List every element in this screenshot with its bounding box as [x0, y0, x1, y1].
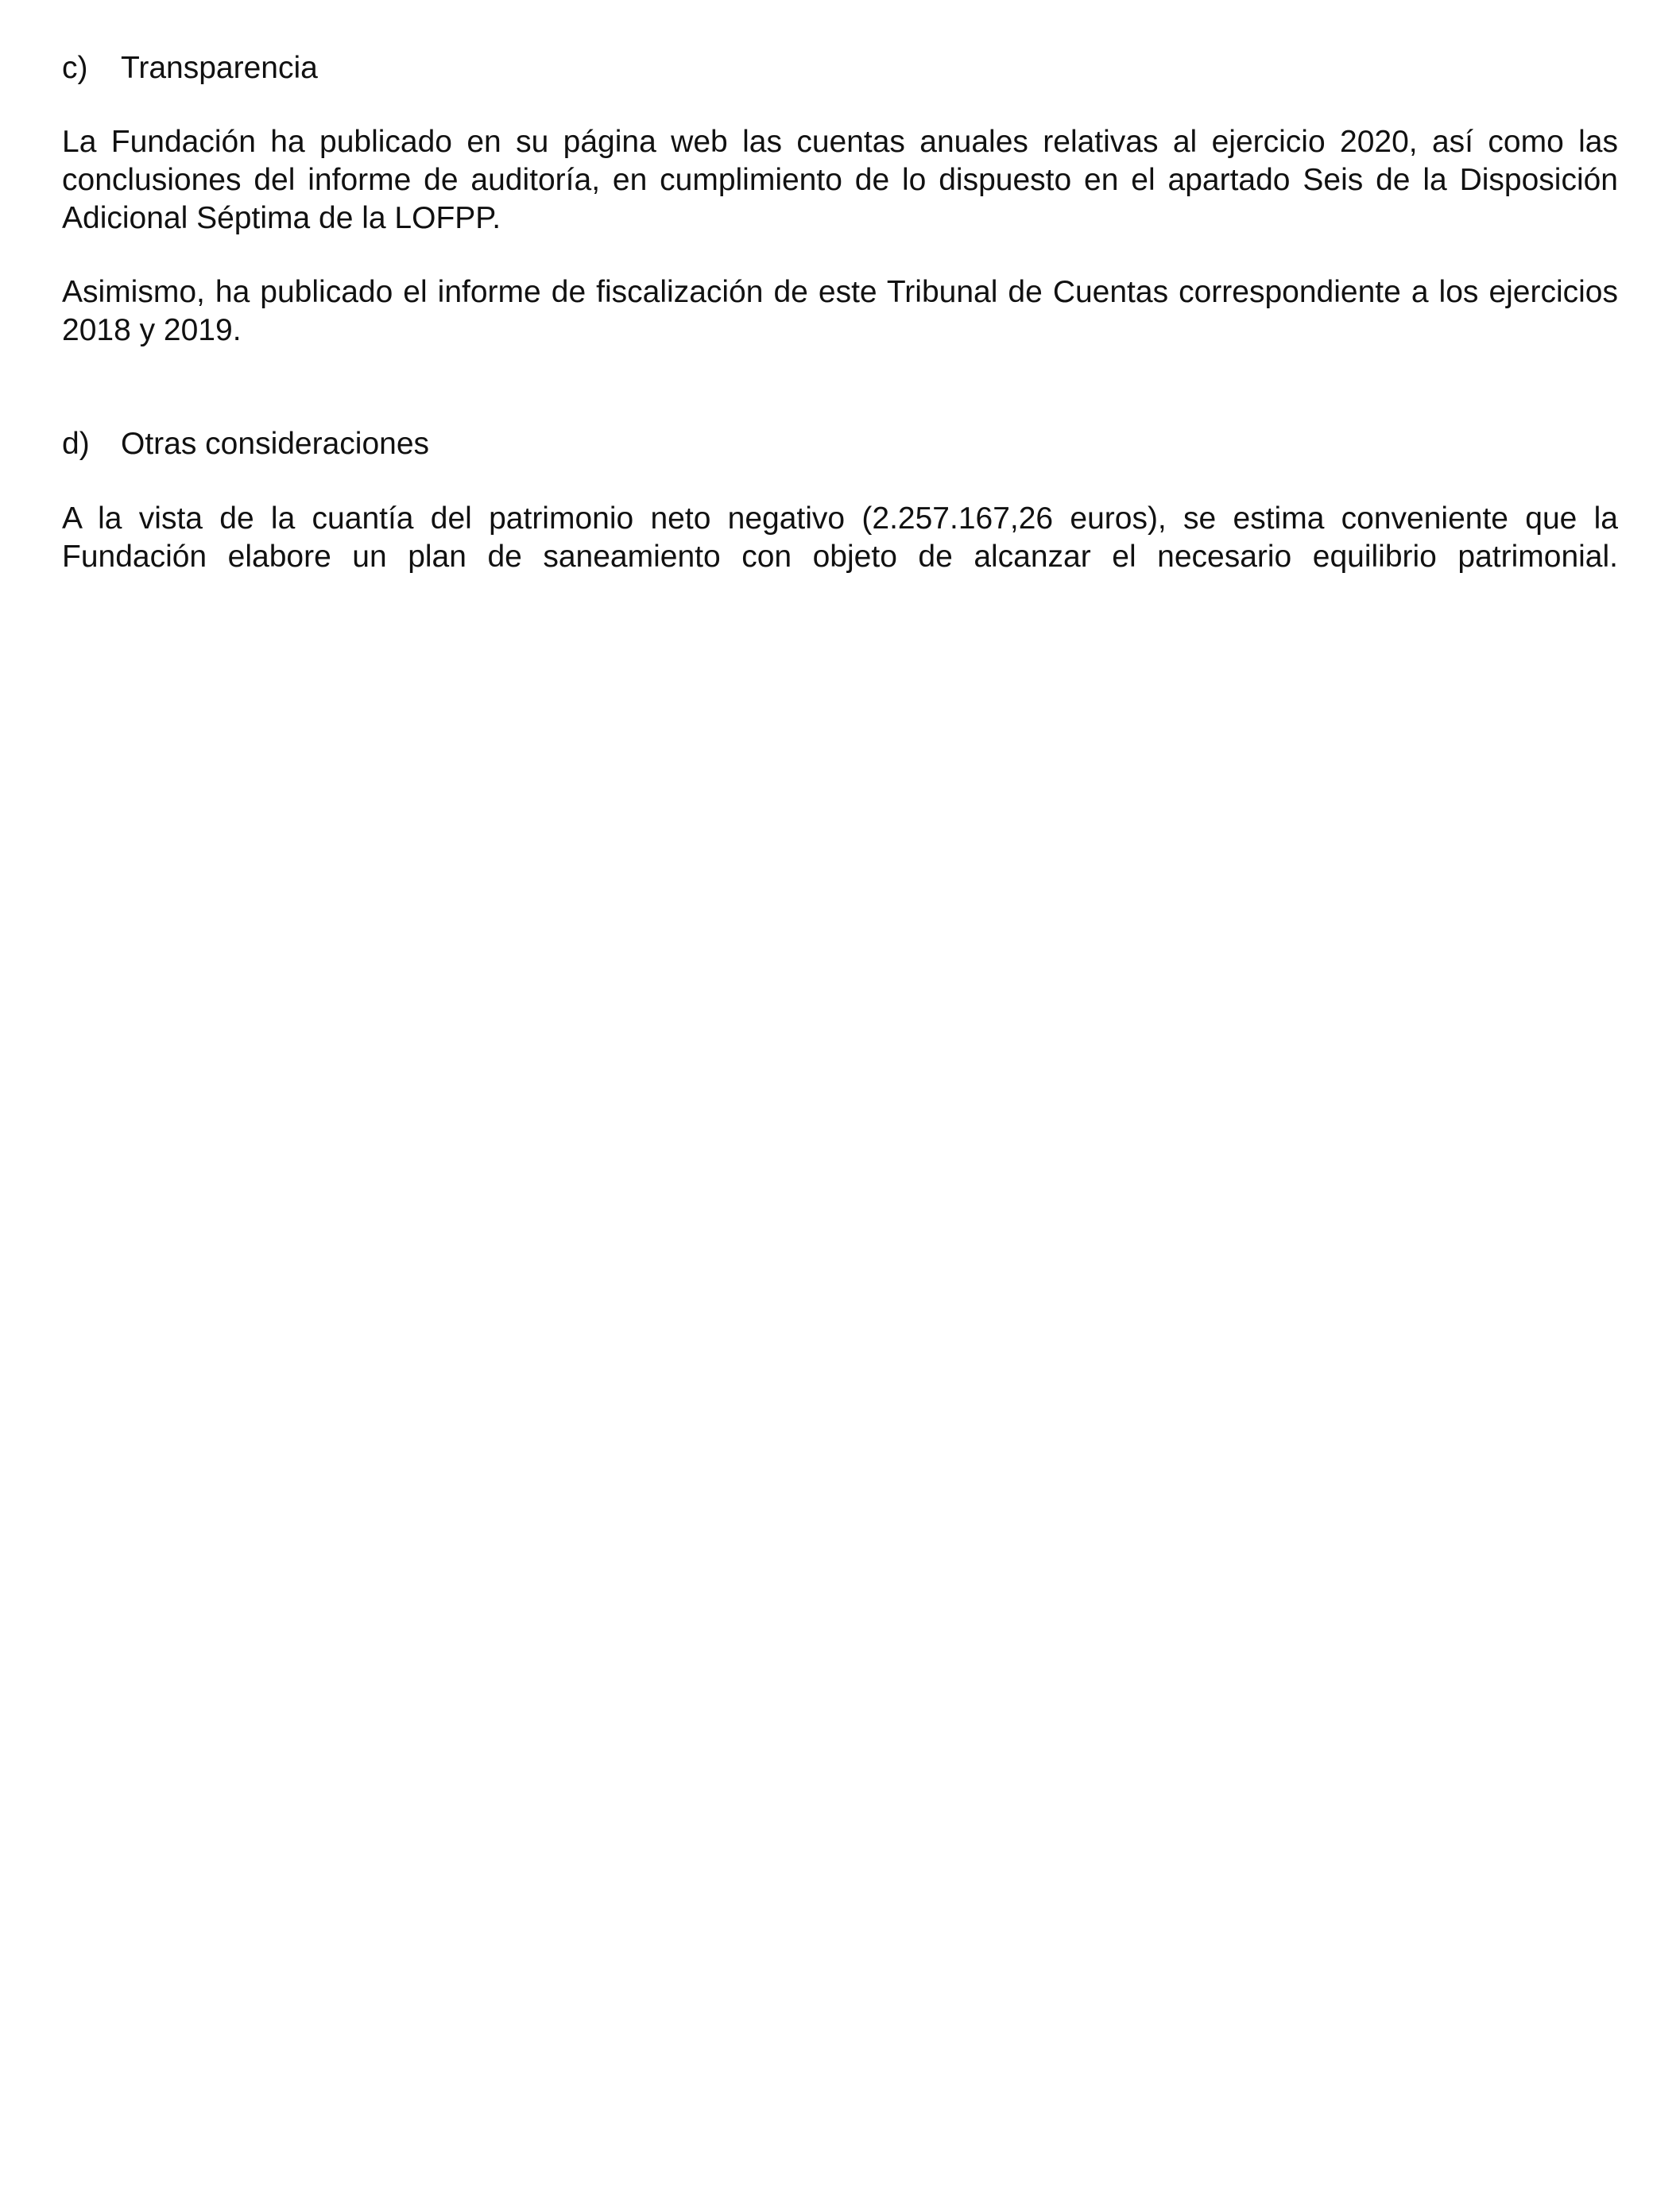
- section-marker: d): [62, 427, 90, 461]
- document-page: [62, 49, 1618, 576]
- paragraph-publicacion-cuentas: La Fundación ha publicado en su página web las cuentas anuales relativas al ejercicio 2020, así como las conclusiones del informe de auditoría, en cumplimiento de lo dispuesto en el apartado Seis de la Disposición Adicional Séptima de la LOFPP.: [62, 125, 1618, 235]
- paragraph-informe-fiscalizacion: Asimismo, ha publicado el informe de fiscalización de este Tribunal de Cuentas correspondiente a los ejercicios 2018 y 2019.: [62, 275, 1618, 347]
- section-marker: c): [62, 51, 88, 85]
- section-title: Transparencia: [121, 51, 318, 85]
- section-heading-transparencia: [62, 49, 1618, 87]
- section-heading-otras-consideraciones: [62, 425, 1618, 463]
- section-title: Otras consideraciones: [121, 427, 430, 461]
- paragraph-plan-saneamiento: A la vista de la cuantía del patrimonio neto negativo (2.257.167,26 euros), se estima conveniente que la Fundación elabore un plan de saneamiento con objeto de alcanzar el necesario equilibrio patrimonial.: [62, 501, 1618, 574]
